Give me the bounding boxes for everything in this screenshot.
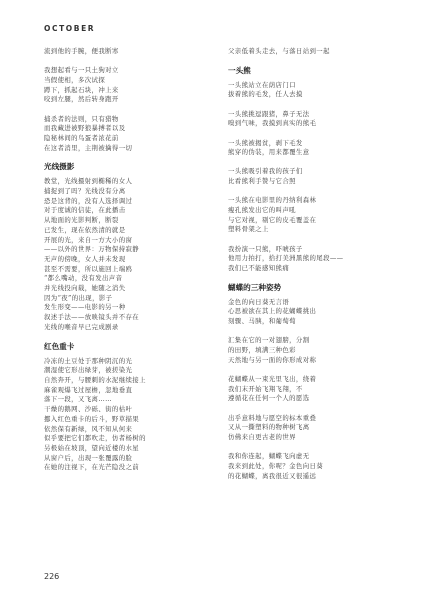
text-line: 自然奔开，与腰刺的水泥继续接上 bbox=[44, 375, 146, 384]
text-line: 我和你连起，蝴蝶飞向虚无 bbox=[228, 452, 310, 461]
text-line: 依然保有新绿，风不知从何来 bbox=[44, 424, 133, 433]
stanza bbox=[228, 139, 403, 158]
text-line: 一头熊被揭贫，剥下毛发 bbox=[228, 138, 303, 147]
stanza bbox=[228, 375, 403, 404]
poem-body-bear bbox=[228, 81, 403, 274]
stanza bbox=[228, 414, 403, 443]
text-line: 咬到左腿，然后转身跑开 bbox=[44, 95, 119, 104]
text-line: 冷冻的土豆处于那种阴沉的光 bbox=[44, 356, 133, 365]
text-line: 叙述手法——放映镜头并不存在 bbox=[44, 313, 140, 322]
text-line: 而我藏进被野狼暴搏者以及 bbox=[44, 124, 126, 133]
text-line: 发生形变——电影的另一种 bbox=[44, 303, 126, 312]
text-line: 从地面的光影判断，断裂 bbox=[44, 216, 119, 225]
right-column bbox=[228, 47, 403, 481]
poem-title-butterfly: 蝴蝶的三种姿势 bbox=[228, 282, 282, 292]
text-line: 我们已不能感知熊痛 bbox=[228, 264, 290, 273]
text-line: 比看熊利手赞与它合照 bbox=[228, 177, 296, 186]
text-line: 在这者消里，主荆被擒得一切 bbox=[44, 143, 133, 152]
text-line: 我想起看与一只土狗对立 bbox=[44, 66, 119, 75]
text-line: 一头熊站立在荫店门口 bbox=[228, 80, 296, 89]
text-line: 汇集在它的一对翅膀，分割 bbox=[228, 336, 310, 345]
text-line: 恐是这背的，没有人选择调过 bbox=[44, 196, 133, 205]
text-line: 出乎意料地与愿空的标本重叠 bbox=[228, 413, 317, 422]
text-line: 麻雀观爆飞过屋檐，忽地垂直 bbox=[44, 385, 133, 394]
text-line: 父亲低着头走去，与落日站到一起 bbox=[228, 47, 330, 55]
text-line: 光线的喉音早已完成剧录 bbox=[44, 322, 119, 331]
text-line: 刻骤、马胰，和葡萄萄 bbox=[228, 317, 296, 326]
text-line: 瘦孔熊发出它的叫声吼 bbox=[228, 206, 296, 215]
text-line: 嗅到气味，我摸到真实的熊毛 bbox=[228, 119, 317, 128]
text-line: 干燥的鹅网、沙砾、街的枯叶 bbox=[44, 405, 133, 414]
text-line: 我来到此处，你呢？金色向日葵 bbox=[228, 461, 324, 470]
poem-title-bear: 一头熊 bbox=[228, 65, 251, 75]
text-line: 金色的向日葵无言语 bbox=[228, 297, 290, 306]
text-line: 又从一撕塑料的物种树飞离 bbox=[228, 423, 310, 432]
text-line: 对于度诚的信徒，在此播击 bbox=[44, 206, 126, 215]
text-line: 一头熊在电影里的丹纳利森林 bbox=[228, 196, 317, 205]
text-line: 的花蝴蝶，离我很近又很遥远 bbox=[228, 471, 317, 480]
text-line: 的田野，填满三种色彩 bbox=[228, 346, 296, 355]
text-line: 流到他的手腕，便我断寒 bbox=[44, 47, 119, 55]
text-line: 另极始在坡顶，望向近楼的水星 bbox=[44, 443, 140, 452]
left-column bbox=[44, 47, 219, 473]
text-line: 捕杀者的法则，只有猎物 bbox=[44, 114, 119, 123]
stanza bbox=[228, 298, 403, 327]
intro-text bbox=[44, 47, 219, 57]
stanza-1 bbox=[44, 66, 219, 105]
stanza bbox=[228, 452, 403, 481]
text-line: 落下一段，又飞离…… bbox=[44, 395, 112, 404]
text-line: 天然地与另一面的你形成对称 bbox=[228, 355, 317, 364]
text-line: 塑料骨架之上 bbox=[228, 225, 269, 234]
text-line: 隐秘林间的鸟蛋者浓花前 bbox=[44, 133, 119, 142]
text-line: 捕捉到了吗？光线没有分离 bbox=[44, 187, 126, 196]
text-line: 似乎要把它们都吹走，仿者杨树的 bbox=[44, 434, 146, 443]
text-line: 与它对视，剔它的皮毛覆盖在 bbox=[228, 215, 317, 224]
text-line: 熊穿的伪装，用来都覆生意 bbox=[228, 148, 310, 157]
text-line: 已发生，现在依然清的就是 bbox=[44, 225, 126, 234]
text-line: 我们末开始飞翔飞翔，不 bbox=[228, 384, 303, 393]
month-header: OCTOBER bbox=[44, 24, 96, 33]
text-line: 因为“夜”的出现，影子 bbox=[44, 293, 113, 302]
page-number: 226 bbox=[44, 572, 60, 581]
intro-text bbox=[228, 47, 403, 57]
text-line: 仿佛来自更古老的世界 bbox=[228, 432, 296, 441]
stanza bbox=[228, 167, 403, 186]
text-line: 他用力拍打，拾打美洲黑熊的尾段—— bbox=[228, 254, 344, 263]
text-line: 一头熊吸引着我的孩子们 bbox=[228, 167, 303, 176]
text-line: 我扮演一只熊，吓唬孩子 bbox=[228, 244, 303, 253]
poem-title-light: 光线摄影 bbox=[44, 162, 75, 172]
text-line: 遵循花在任何一个人的愿选 bbox=[228, 394, 310, 403]
stanza bbox=[228, 81, 403, 100]
text-line: 拔着熊的毛发，任人去摸 bbox=[228, 90, 303, 99]
stanza-2 bbox=[44, 115, 219, 154]
text-line: 当假使相，多次试探 bbox=[44, 75, 106, 84]
text-line: ——以外的世界：万物保持寂静 bbox=[44, 245, 140, 254]
text-line: 潮湿使它形出绿芽，被搓染光 bbox=[44, 366, 133, 375]
text-line: 开展的光，来自一方大小的窗 bbox=[44, 235, 133, 244]
text-line: 一头熊挑逗跟猪，鼻子无法 bbox=[228, 109, 310, 118]
text-line: 心思被欲在其上的花蝴蝶挑出 bbox=[228, 307, 317, 316]
stanza bbox=[228, 245, 403, 274]
text-line: 蹲下，抓起石块，冲上来 bbox=[44, 85, 119, 94]
stanza bbox=[228, 196, 403, 235]
text-line: “都么嘴动，没有发出声音 bbox=[44, 274, 123, 283]
text-line: 无声的傍晚，女人并未发现 bbox=[44, 254, 126, 263]
text-line: 并光线投向载，她随之消失 bbox=[44, 284, 126, 293]
poem-body-butterfly bbox=[228, 298, 403, 482]
poem-body-light bbox=[44, 177, 219, 332]
text-line: 挪入红色重卡的后斗，野草描果 bbox=[44, 414, 140, 423]
text-line: 从窗户后，出现一张覆露的脸 bbox=[44, 453, 133, 462]
stanza bbox=[228, 336, 403, 365]
poem-body-truck bbox=[44, 357, 219, 473]
stanza bbox=[228, 110, 403, 129]
text-line: 在她的注视下，在光芒隐没之前 bbox=[44, 463, 140, 472]
poem-title-truck: 红色重卡 bbox=[44, 341, 75, 351]
text-line: 甚至不需要，所以施回上端鸥 bbox=[44, 264, 133, 273]
text-line: 教堂，光线摄射到椭稀的女人 bbox=[44, 177, 133, 186]
text-line: 花蝴蝶从一束光里飞出，绕着 bbox=[228, 374, 317, 383]
